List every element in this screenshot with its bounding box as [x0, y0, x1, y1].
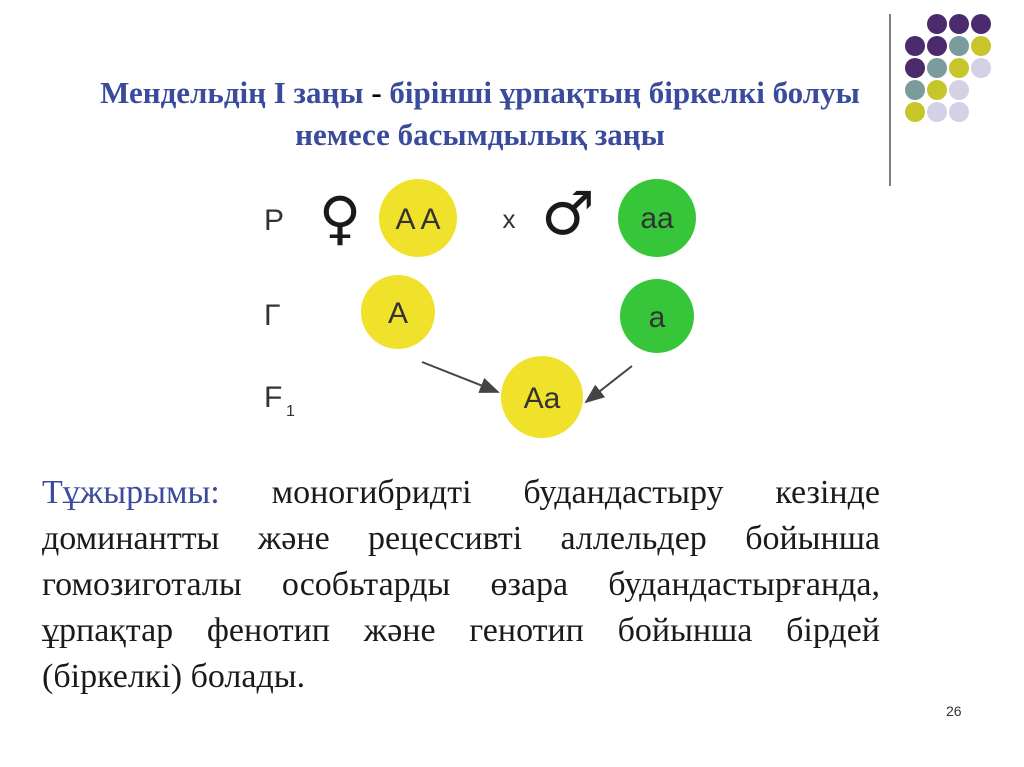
cross-symbol: x — [502, 204, 516, 234]
title-law-name: Мендельдің I заңы — [100, 75, 364, 110]
row-label-f1-subscript: 1 — [286, 403, 295, 420]
decorative-dot — [949, 36, 969, 56]
cross-diagram-svg — [250, 170, 730, 450]
page-number: 26 — [946, 703, 962, 719]
decorative-dot — [971, 14, 991, 34]
decorative-dot — [927, 102, 947, 122]
decorative-dot — [949, 14, 969, 34]
female-symbol-icon: ♀ — [318, 184, 362, 252]
decorative-dot — [927, 58, 947, 78]
decorative-dot — [949, 58, 969, 78]
row-label-parents: P — [264, 204, 285, 237]
arrow-female-to-offspring — [422, 362, 498, 392]
parent-male-genotype: aa — [640, 202, 674, 235]
decorative-dot — [905, 36, 925, 56]
decorative-dot — [949, 102, 969, 122]
row-label-gametes: Г — [264, 299, 281, 332]
gamete-male-label: a — [648, 301, 666, 334]
decorative-dot — [905, 80, 925, 100]
decorative-dot — [905, 102, 925, 122]
row-label-f1: F — [264, 381, 283, 414]
decorative-dot — [927, 14, 947, 34]
parent-female-genotype: A A — [395, 203, 441, 236]
decorative-dot — [905, 58, 925, 78]
conclusion-text: моногибридті будандастыру кезінде доминантты және рецессивті аллельдер бойынша гомозиготалы особьтарды өзара будандастырғанда, ұрпақтар фенотип және генотип бойынша бірдей (біркелкі) болады. — [42, 474, 880, 695]
slide-title — [70, 72, 890, 156]
decorative-dot — [949, 80, 969, 100]
decorative-dot — [971, 36, 991, 56]
decorative-dot-grid — [905, 12, 1015, 162]
genetic-cross-diagram — [250, 170, 730, 450]
gamete-female-label: A — [387, 297, 409, 330]
arrow-male-to-offspring — [586, 366, 632, 402]
title-dash: - — [363, 75, 390, 110]
decorative-dot — [927, 36, 947, 56]
male-symbol-icon: ♂ — [541, 179, 595, 249]
decorative-dot — [971, 58, 991, 78]
decorative-dot — [927, 80, 947, 100]
title-law-description: бірінші ұрпақтың біркелкі болуы немесе басымдылық заңы — [295, 75, 860, 152]
conclusion-paragraph — [42, 470, 880, 700]
conclusion-lead: Тұжырымы: — [42, 474, 220, 511]
offspring-genotype: Aa — [523, 382, 561, 415]
